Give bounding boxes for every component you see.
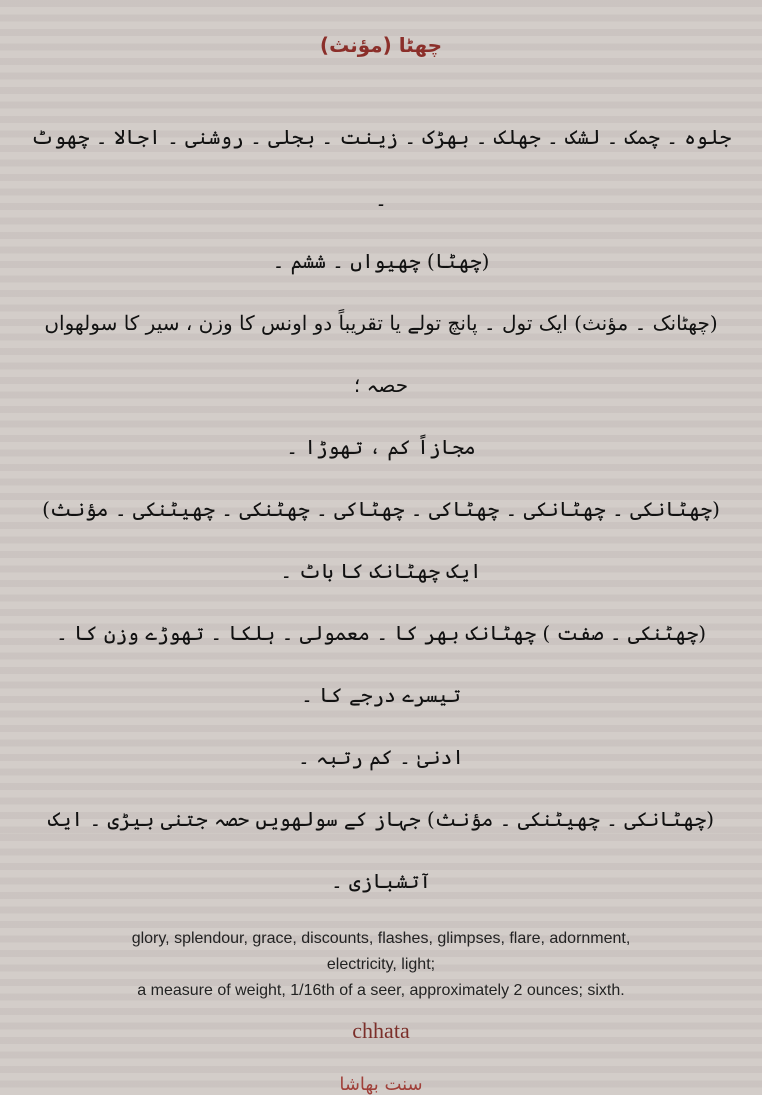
urdu-line: مجازاً کم ، تھوڑا ۔ bbox=[286, 435, 476, 459]
english-line: a measure of weight, 1/16th of a seer, approximately 2 ounces; sixth. bbox=[137, 982, 625, 999]
urdu-line: (چھٹنکی ۔ صفت ) چھٹانک بھر کا ۔ معمولی ۔ ہلکا ۔ تھوڑے وزن کا ۔ تیسرے درجے کا ۔ bbox=[55, 621, 707, 707]
urdu-line: ادنیٰ ۔ کم رتبہ ۔ bbox=[297, 745, 465, 769]
headword: چھٹا (مؤنث) bbox=[319, 33, 443, 57]
urdu-line: (چھٹانک ۔ مؤنث) ایک تول ۔ پانچ تولے یا تقریباً دو اونس کا وزن ، سیر کا سولھواں حصہ ؛ bbox=[44, 311, 718, 397]
urdu-definitions bbox=[0, 106, 762, 912]
english-line: electricity, light; bbox=[326, 956, 436, 973]
urdu-line: جلوہ ۔ چمک ۔ لشک ۔ جھلک ۔ بھڑک ۔ زینت ۔ بجلی ۔ روشنی ۔ اجالا ۔ چھوٹ ۔ bbox=[30, 125, 732, 211]
transliteration: chhata bbox=[352, 1018, 410, 1043]
english-line: glory, splendour, grace, discounts, flashes, glimpses, flare, adornment, bbox=[131, 930, 631, 947]
urdu-line: (چھٹانکی ۔ چھیٹنکی ۔ مؤنث) جہاز کے سولھویں حصہ جتنی بیڑی ۔ ایک آتشبازی ۔ bbox=[47, 807, 715, 893]
urdu-line: (چھٹانکی ۔ چھٹانکی ۔ چھٹاکی ۔ چھٹاکی ۔ چھٹنکی ۔ چھیٹنکی ۔ مؤنث) ایک چھٹانک کا باٹ ۔ bbox=[42, 497, 720, 583]
urdu-line: (چھٹا) چھیواں ۔ ششم ۔ bbox=[272, 249, 490, 273]
english-definition bbox=[0, 926, 762, 1004]
footer-sant-bhasha: سنت بھاشا bbox=[339, 1074, 423, 1095]
